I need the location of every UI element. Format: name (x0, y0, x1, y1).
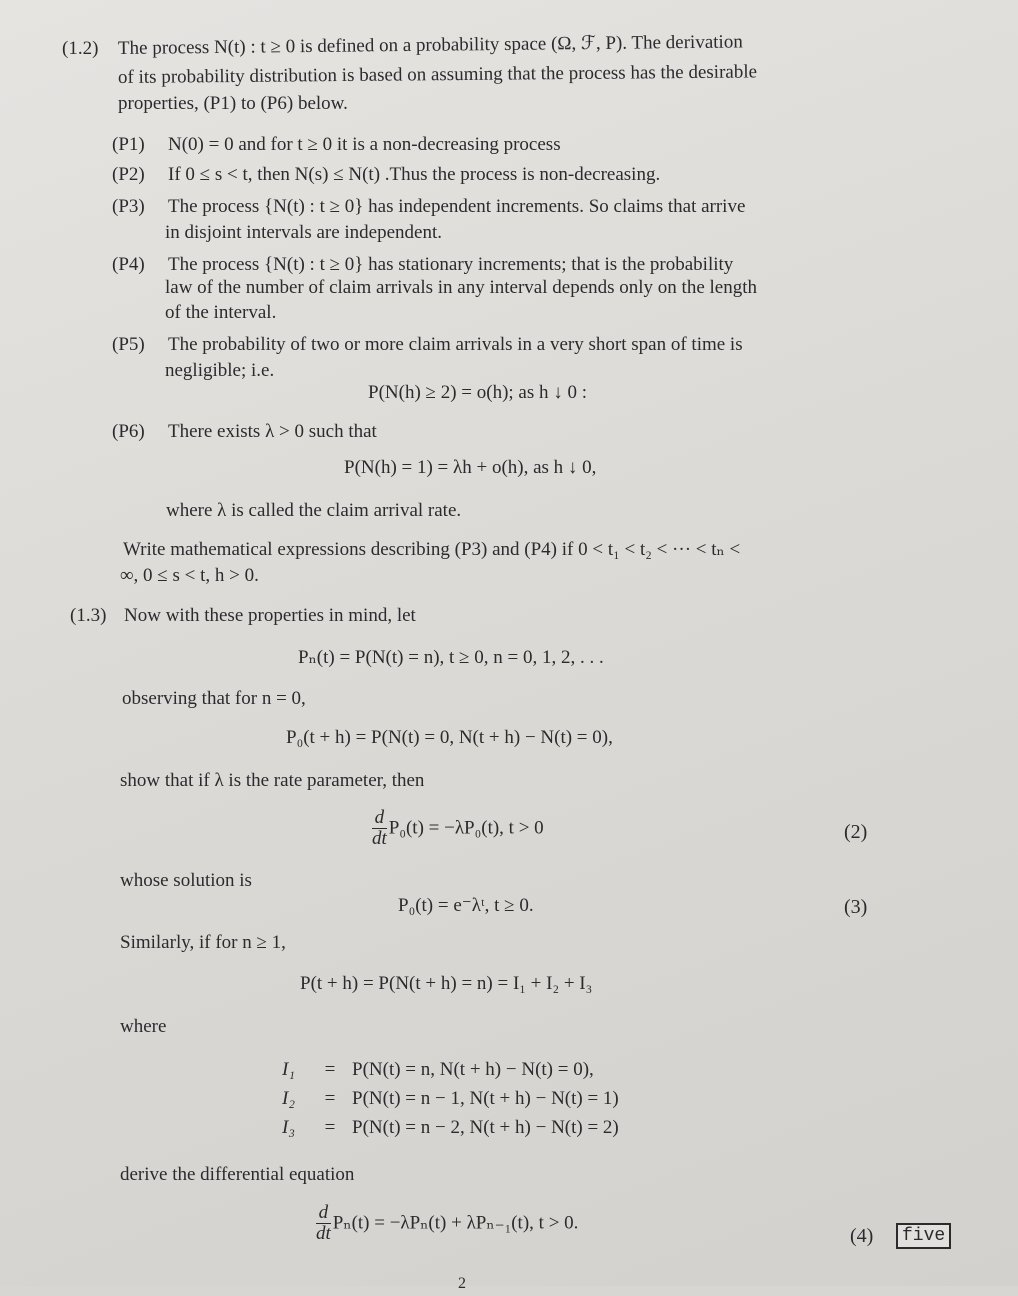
property-label-p4: (P4) (112, 254, 145, 275)
equation-row-i3: I₃ = P(N(t) = n − 2, N(t + h) − N(t) = 2) (282, 1117, 619, 1138)
marks-stamp: five (896, 1223, 951, 1249)
equation-p5: P(N(h) ≥ 2) = o(h); as h ↓ 0 : (368, 382, 588, 403)
question-label-1-3: (1.3) (70, 605, 107, 626)
equation-row-i2: I₂ = P(N(t) = n − 1, N(t + h) − N(t) = 1) (282, 1088, 619, 1109)
q12-task-line-1: Write mathematical expressions describing (P3) and (P4) if 0 < t₁ < t₂ < ··· < tₙ < (123, 539, 741, 560)
property-text-p5-line-1: The probability of two or more claim arrivals in a very short span of time is (168, 334, 743, 355)
q12-intro-line-1: The process N(t) : t ≥ 0 is defined on a probability space (Ω, ℱ, P). The derivation (117, 31, 743, 59)
equation-p0-split: P₀(t + h) = P(N(t) = 0, N(t + h) − N(t) = 0), (286, 727, 613, 748)
q13-whose-solution: whose solution is (120, 870, 252, 891)
q13-derive: derive the differential equation (120, 1164, 355, 1185)
q13-observing: observing that for n = 0, (122, 688, 306, 709)
equation-p-sum: P(t + h) = P(N(t + h) = n) = I₁ + I₂ + I₃ (300, 973, 593, 994)
property-text-p5-line-2: negligible; i.e. (165, 360, 275, 381)
property-label-p1: (P1) (112, 134, 145, 155)
derivative-fraction: $\frac{d}{dt}$ (372, 807, 387, 849)
property-text-p6: There exists λ > 0 such that (168, 421, 377, 442)
property-text-p1: N(0) = 0 and for t ≥ 0 it is a non-decreasing process (168, 134, 561, 155)
derivative-fraction-4: $\frac{d}{dt}$ (316, 1202, 331, 1244)
property-text-p3-line-1: The process {N(t) : t ≥ 0} has independent increments. So claims that arrive (168, 196, 746, 217)
property-label-p3: (P3) (112, 196, 145, 217)
property-label-p5: (P5) (112, 334, 145, 355)
equation-2: $\frac{d}{dt}$ P₀(t) = −λP₀(t), t > 0 (372, 807, 544, 849)
property-text-p4-line-2: law of the number of claim arrivals in any interval depends only on the length (165, 277, 757, 298)
property-text-p2: If 0 ≤ s < t, then N(s) ≤ N(t) .Thus the process is non-decreasing. (168, 164, 661, 185)
equation-row-i1: I₁ = P(N(t) = n, N(t + h) − N(t) = 0), (282, 1059, 594, 1080)
property-label-p6: (P6) (112, 421, 145, 442)
property-text-p4-line-3: of the interval. (165, 302, 277, 323)
equation-p6: P(N(h) = 1) = λh + o(h), as h ↓ 0, (344, 457, 597, 478)
q12-intro-line-2: of its probability distribution is based on assuming that the process has the desirable (117, 61, 758, 88)
equation-number-2: (2) (844, 821, 868, 843)
property-text-p4-line-1: The process {N(t) : t ≥ 0} has stationary increments; that is the probability (168, 254, 734, 275)
q13-show-that: show that if λ is the rate parameter, then (120, 770, 425, 791)
property-label-p2: (P2) (112, 164, 145, 185)
equation-array-i (282, 1055, 619, 1142)
equation-pn-def: Pₙ(t) = P(N(t) = n), t ≥ 0, n = 0, 1, 2, . . . (298, 647, 604, 668)
property-text-p6-note: where λ is called the claim arrival rate. (166, 500, 462, 521)
q13-where: where (120, 1016, 167, 1037)
page-number: 2 (458, 1275, 466, 1292)
q13-similarly: Similarly, if for n ≥ 1, (120, 932, 286, 953)
question-label-1-2: (1.2) (62, 38, 99, 59)
equation-number-4: (4) (850, 1225, 874, 1247)
equation-4: $\frac{d}{dt}$ Pₙ(t) = −λPₙ(t) + λPₙ₋₁(t), t > 0. (316, 1202, 579, 1244)
property-text-p3-line-2: in disjoint intervals are independent. (165, 222, 443, 243)
equation-number-3: (3) (844, 896, 868, 918)
q12-task-line-2: ∞, 0 ≤ s < t, h > 0. (120, 565, 259, 586)
q12-intro-line-3: properties, (P1) to (P6) below. (118, 93, 348, 114)
equation-3: P₀(t) = e⁻λᵗ, t ≥ 0. (398, 895, 534, 916)
q13-intro: Now with these properties in mind, let (124, 605, 416, 626)
